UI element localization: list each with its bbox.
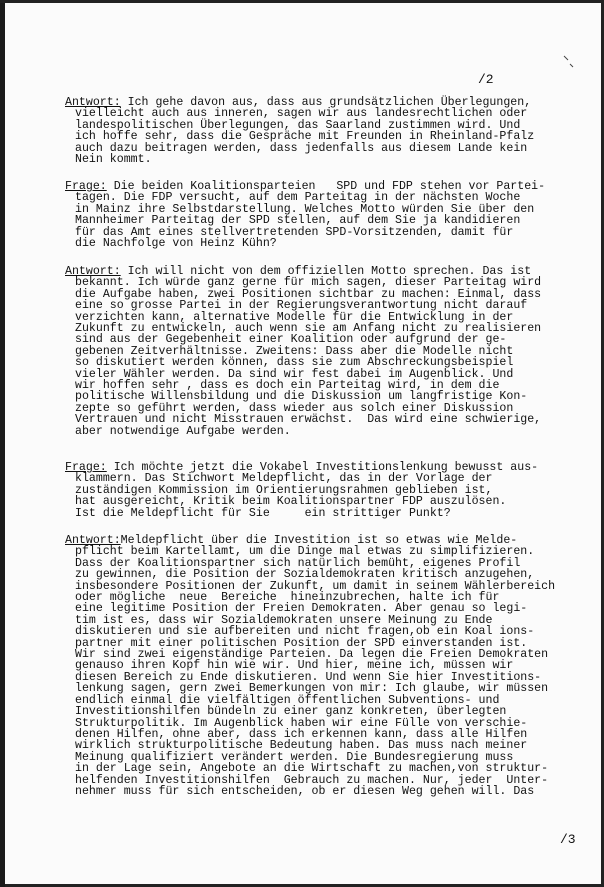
text-line: landespolitischen Überlegungen, das Saarland zustimmen wird. Und: [75, 118, 521, 132]
text-line: vieler Wähler werden. Da sind wir fest dabei im Augenblick. Und: [75, 367, 514, 381]
section-label: Antwort:: [65, 96, 121, 109]
text-line: verzichten kann, alternative Modelle für die Entwicklung in der: [75, 310, 514, 324]
scan-edge-top: [0, 0, 604, 3]
text-line: Nein kommt.: [75, 153, 152, 167]
text-line: zu gewinnen, die Position der Sozialdemokraten kritisch anzugehen,: [75, 568, 535, 582]
text-line: Wir sind zwei eigenständige Parteien. Da legen die Freien Demokraten: [75, 648, 549, 662]
text-line: oder mögliche neue Bereiche hineinzubrechen, halte ich für: [75, 591, 500, 605]
scan-speck-marks: [540, 40, 580, 80]
text-line: sind aus der Gegebenheit einer Koalition oder aufgrund der ge-: [75, 333, 507, 347]
text-line: genauso ihren Kopf hin wie wir. Und hier, meine ich, müssen wir: [75, 659, 514, 673]
text-line: für das Amt eines stellvertretenden SPD-Vorsitzenden, damit für: [75, 225, 514, 239]
text-line: in der Lage sein, Angebote an die Wirtschaft zu machen,von struktur-: [75, 762, 549, 776]
text-line: zepte so geführt werden, dass wieder aus solch einer Diskussion: [75, 401, 514, 415]
text-line: Vertrauen und nicht Misstrauen erwächst. Das wird eine schwierige,: [75, 413, 542, 427]
page-number-bottom: /3: [560, 832, 576, 847]
text-line: klammern. Das Stichwort Meldepflicht, das in der Vorlage der: [75, 472, 493, 486]
text-line: politische Willensbildung und die Diskussion um langfristige Kon-: [75, 390, 528, 404]
text-line: gebenen Zeitverhältnisse. Zweitens: Dass aber die Modelle nicht: [75, 344, 514, 358]
text-line: Mannheimer Parteitag der SPD stellen, auf dem Sie ja kandidieren: [75, 214, 521, 228]
text-line: Ist die Meldepflicht für Sie ein strittiger Punkt?: [75, 506, 451, 520]
text-line: die Aufgabe haben, zwei Positionen sichtbar zu machen: Einmal, dass: [75, 287, 542, 301]
text-line: eine so grosse Partei in der Regierungsverantwortung nicht darauf: [75, 299, 528, 313]
text-line: diesen Bereich zu Ende diskutieren. Und wenn Sie hier Investitions-: [75, 670, 542, 684]
text-line: Die beiden Koalitionsparteien SPD und FDP stehen vor Partei-: [113, 180, 546, 193]
text-line: Zukunft zu entwickeln, auch wenn sie am Anfang nicht zu realisieren: [75, 322, 542, 336]
text-line: so diskutiert werden können, dass sie zum Abschreckungsbeispiel: [75, 356, 514, 370]
text-line: Ich will nicht von dem offiziellen Motto sprechen. Das ist: [127, 265, 532, 278]
text-line: Dass der Koalitionspartner sich natürlich bemüht, eigenes Profil: [75, 556, 521, 570]
text-line: denen Hilfen, ohne aber, dass ich erkennen kann, dass alle Hilfen: [75, 727, 528, 741]
text-line: bekannt. Ich würde ganz gerne für mich sagen, dieser Parteitag wird: [75, 276, 542, 290]
text-line: wir hoffen sehr , dass es doch ein Parteitag wird, in dem die: [75, 379, 500, 393]
section-frage-2: [65, 462, 573, 519]
text-line: auch dazu beitragen werden, dass jedenfalls aus diesem Lande kein: [75, 141, 528, 155]
text-line: lenkung sagen, gern zwei Bemerkungen von mir: Ich glaube, wir müssen: [75, 682, 549, 696]
text-line: ich hoffe sehr, dass die Gespräche mit Freunden in Rheinland-Pfalz: [75, 130, 535, 144]
text-line: tim ist es, dass wir Sozialdemokraten unsere Meinung zu Ende: [75, 613, 493, 627]
section-antwort-2: [65, 266, 573, 437]
text-line: die Nachfolge von Heinz Kühn?: [75, 237, 277, 251]
scan-edge-left: [0, 0, 5, 887]
text-line: eine legitime Position der Freien Demokraten. Aber genau so legi-: [75, 602, 528, 616]
text-line: Meldepflicht über die Investition ist so etwas wie Melde-: [120, 534, 518, 547]
text-line: nehmer muss für sich entscheiden, ob er diesen Weg gehen will. Das: [75, 784, 535, 798]
text-line: Ich gehe davon aus, dass aus grundsätzlichen Überlegungen,: [127, 96, 532, 109]
text-line: pflicht beim Kartellamt, um die Dinge mal etwas zu simplifizieren.: [75, 545, 535, 559]
page-number-top: /2: [478, 72, 494, 87]
section-label: Antwort:: [65, 534, 121, 547]
text-line: Strukturpolitik. Im Augenblick haben wir eine Fülle von verschie-: [75, 716, 528, 730]
section-antwort-1: [65, 97, 573, 165]
section-label: Frage:: [65, 180, 107, 193]
text-line: vielleicht auch aus inneren, sagen wir aus landesrechtlichen oder: [75, 107, 528, 121]
text-line: Ich möchte jetzt die Vokabel Investitionslenkung bewusst aus-: [113, 461, 539, 474]
section-antwort-3: [65, 535, 573, 797]
text-line: tagen. Die FDP versucht, auf dem Parteitag in der nächsten Woche: [75, 191, 521, 205]
text-line: helfenden Investitionshilfen Gebrauch zu machen. Nur, jeder Unter-: [75, 773, 549, 787]
text-line: Meinung qualifiziert verändert werden. Die Bundesregierung muss: [75, 750, 514, 764]
text-line: endlich einmal die vielfältigen öffentlichen Subventions- und: [75, 693, 500, 707]
text-line: aber notwendige Aufgabe werden.: [75, 424, 291, 438]
text-line: partner mit einer politischen Position der SPD einverstanden ist.: [75, 636, 528, 650]
text-line: wirklich strukturpolitische Bedeutung haben. Das muss nach meiner: [75, 739, 528, 753]
section-label: Frage:: [65, 461, 107, 474]
section-label: Antwort:: [65, 265, 121, 278]
text-line: diskutieren und sie aufbereiten und nicht fragen,ob ein Koal ions-: [75, 625, 535, 639]
section-frage-1: [65, 181, 573, 249]
text-line: Investitionshilfen bündeln zu einer ganz konkreten, überlegten: [75, 705, 507, 719]
text-line: in Mainz ihre Selbstdarstellung. Welches Motto würden Sie über den: [75, 202, 535, 216]
text-line: hat ausgereicht, Kritik beim Koalitionspartner FDP auszulösen.: [75, 495, 507, 509]
text-line: zuständigen Kommission im Orientierungsrahmen geblieben ist,: [75, 483, 493, 497]
text-line: insbesondere Positionen der Zukunft, um damit in seinem Wählerbereich: [75, 579, 556, 593]
